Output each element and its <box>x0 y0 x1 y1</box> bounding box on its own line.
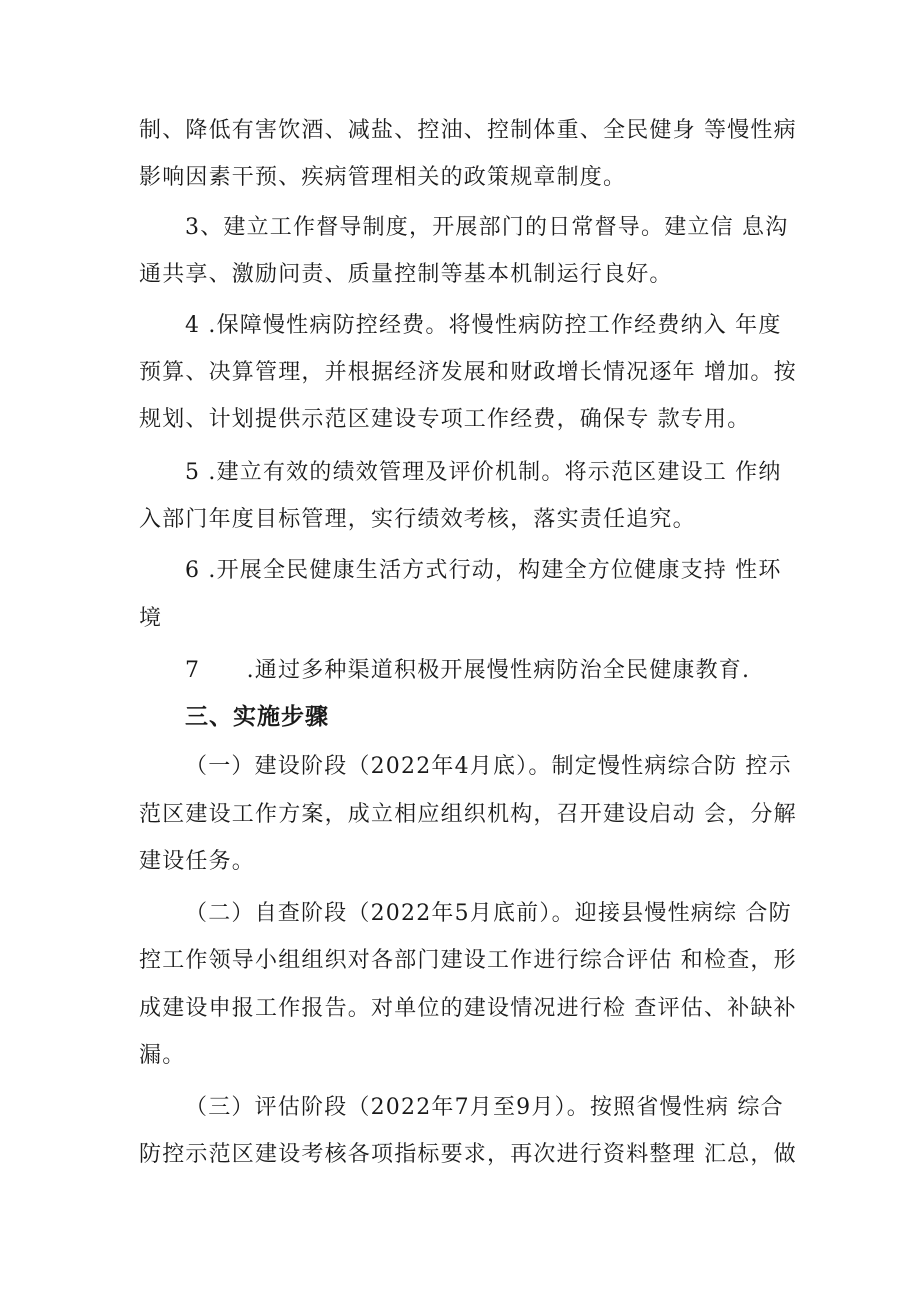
paragraph-6-line-1: 7 .通过多种渠道积极开展慢性病防治全民健康教育. <box>185 658 751 683</box>
paragraph-2-line-1: 3、建立工作督导制度，开展部门的日常督导。建立信 息沟 <box>185 215 789 240</box>
paragraph-1-line-1: 制、降低有害饮酒、减盐、控油、控制体重、全民健身 等慢性病 <box>139 118 797 143</box>
paragraph-5-line-2: 境 <box>139 606 163 631</box>
section-heading: 三、实施步骤 <box>185 704 329 730</box>
step-1-line-1: （一）建设阶段（2022年4月底）。制定慢性病综合防 控示 <box>185 754 792 779</box>
paragraph-5-line-1: 6 .开展全民健康生活方式行动，构建全方位健康支持 性环 <box>185 558 782 583</box>
paragraph-4-line-1: 5 .建立有效的绩效管理及评价机制。将示范区建设工 作纳 <box>185 460 782 485</box>
paragraph-1-line-2: 影响因素干预、疾病管理相关的政策规章制度。 <box>139 165 627 190</box>
step-3-line-2: 防控示范区建设考核各项指标要求，再次进行资料整理 汇总，做 <box>139 1142 797 1167</box>
step-1-line-2: 范区建设工作方案，成立相应组织机构，召开建设启动 会，分解 <box>139 802 797 827</box>
step-2-line-2: 控工作领导小组组织对各部门建设工作进行综合评估 和检查，形 <box>139 948 797 973</box>
paragraph-3-line-3: 规划、计划提供示范区建设专项工作经费，确保专 款专用。 <box>139 407 751 432</box>
paragraph-3-line-2: 预算、决算管理，并根据经济发展和财政增长情况逐年 增加。按 <box>139 360 797 385</box>
step-1-line-3: 建设任务。 <box>139 849 256 874</box>
paragraph-2-line-2: 通共享、激励问责、质量控制等基本机制运行良好。 <box>139 262 673 287</box>
step-2-line-1: （二）自查阶段（2022年5月底前）。迎接县慢性病综 合防 <box>185 901 792 926</box>
step-2-line-3: 成建设申报工作报告。对单位的建设情况进行检 查评估、补缺补 <box>139 996 797 1021</box>
step-3-line-1: （三）评估阶段（2022年7月至9月）。按照省慢性病 综合 <box>185 1095 784 1120</box>
paragraph-3-line-1: 4 .保障慢性病防控经费。将慢性病防控工作经费纳入 年度 <box>185 313 782 338</box>
paragraph-4-line-2: 入部门年度目标管理，实行绩效考核，落实责任追究。 <box>139 507 696 532</box>
step-2-line-4: 漏。 <box>139 1043 186 1068</box>
